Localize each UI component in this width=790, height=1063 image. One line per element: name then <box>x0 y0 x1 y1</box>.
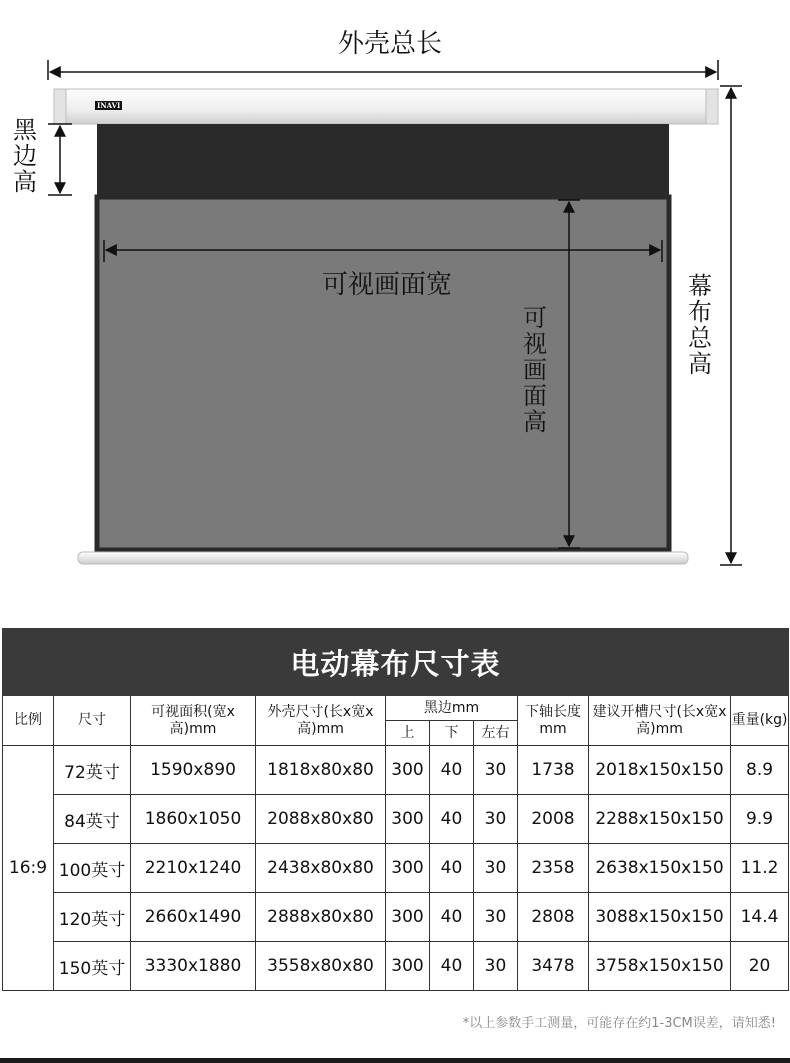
border-bottom-cell: 40 <box>430 893 474 942</box>
view-area-cell: 1860x1050 <box>131 795 256 844</box>
border-top-cell: 300 <box>386 893 430 942</box>
header-slot-size: 建议开槽尺寸(长x宽x高)mm <box>589 696 731 746</box>
header-border-top: 上 <box>386 721 430 746</box>
border-top-cell: 300 <box>386 746 430 795</box>
screen-total-height-label: 幕布总高 <box>688 272 712 378</box>
border-top-cell: 300 <box>386 795 430 844</box>
view-area-cell: 2210x1240 <box>131 844 256 893</box>
table-row <box>3 844 789 893</box>
weight-cell: 20 <box>731 942 789 991</box>
weight-cell: 11.2 <box>731 844 789 893</box>
weight-cell: 14.4 <box>731 893 789 942</box>
table-row <box>3 795 789 844</box>
viewable-width-label: 可视画面宽 <box>322 270 453 300</box>
bottom-divider <box>0 1058 790 1063</box>
shell-size-cell: 2888x80x80 <box>256 893 386 942</box>
viewable-height-label: 可视画面高 <box>523 304 547 436</box>
header-view-area: 可视面积(宽x高)mm <box>131 696 256 746</box>
bottom-weight-bar <box>78 552 688 564</box>
header-weight: 重量(kg) <box>731 696 789 746</box>
border-top-cell: 300 <box>386 942 430 991</box>
axis-length-cell: 2008 <box>518 795 589 844</box>
table-row <box>3 893 789 942</box>
border-bottom-cell: 40 <box>430 942 474 991</box>
size-cell: 150英寸 <box>54 942 131 991</box>
weight-cell: 9.9 <box>731 795 789 844</box>
shell-length-dimension <box>48 60 718 80</box>
slot-size-cell: 3758x150x150 <box>589 942 731 991</box>
header-axis-length: 下轴长度mm <box>518 696 589 746</box>
weight-cell: 8.9 <box>731 746 789 795</box>
shell-size-cell: 2438x80x80 <box>256 844 386 893</box>
view-area-cell: 2660x1490 <box>131 893 256 942</box>
view-area-cell: 3330x1880 <box>131 942 256 991</box>
axis-length-cell: 2808 <box>518 893 589 942</box>
axis-length-cell: 2358 <box>518 844 589 893</box>
total-height-dimension <box>720 86 742 565</box>
axis-length-cell: 3478 <box>518 942 589 991</box>
shell-size-cell: 1818x80x80 <box>256 746 386 795</box>
border-bottom-cell: 40 <box>430 746 474 795</box>
border-bottom-cell: 40 <box>430 844 474 893</box>
border-bottom-cell: 40 <box>430 795 474 844</box>
table-title: 电动幕布尺寸表 <box>3 629 789 696</box>
header-black-border: 黑边mm <box>386 696 518 721</box>
header-border-bottom: 下 <box>430 721 474 746</box>
black-top-border <box>97 124 669 197</box>
size-cell: 100英寸 <box>54 844 131 893</box>
size-cell: 120英寸 <box>54 893 131 942</box>
header-ratio: 比例 <box>3 696 54 746</box>
size-cell: 84英寸 <box>54 795 131 844</box>
measurement-note: *以上参数手工测量，可能存在约1-3CM误差，请知悉! <box>462 1016 776 1031</box>
border-sides-cell: 30 <box>474 746 518 795</box>
view-area-cell: 1590x890 <box>131 746 256 795</box>
axis-length-cell: 1738 <box>518 746 589 795</box>
screen-housing <box>54 89 718 124</box>
slot-size-cell: 2638x150x150 <box>589 844 731 893</box>
border-sides-cell: 30 <box>474 844 518 893</box>
border-sides-cell: 30 <box>474 942 518 991</box>
shell-length-label: 外壳总长 <box>338 29 443 59</box>
screen-size-table <box>2 628 789 991</box>
shell-size-cell: 2088x80x80 <box>256 795 386 844</box>
border-sides-cell: 30 <box>474 795 518 844</box>
black-border-dimension <box>48 124 72 195</box>
ratio-cell: 16:9 <box>3 746 54 991</box>
shell-size-cell: 3558x80x80 <box>256 942 386 991</box>
border-top-cell: 300 <box>386 844 430 893</box>
table-row <box>3 746 789 795</box>
header-size: 尺寸 <box>54 696 131 746</box>
table-row <box>3 942 789 991</box>
slot-size-cell: 2018x150x150 <box>589 746 731 795</box>
header-border-sides: 左右 <box>474 721 518 746</box>
slot-size-cell: 3088x150x150 <box>589 893 731 942</box>
header-shell-size: 外壳尺寸(长x宽x高)mm <box>256 696 386 746</box>
black-border-height-label: 黑边高 <box>13 116 37 196</box>
slot-size-cell: 2288x150x150 <box>589 795 731 844</box>
brand-logo: INAVI <box>97 101 121 110</box>
size-cell: 72英寸 <box>54 746 131 795</box>
border-sides-cell: 30 <box>474 893 518 942</box>
